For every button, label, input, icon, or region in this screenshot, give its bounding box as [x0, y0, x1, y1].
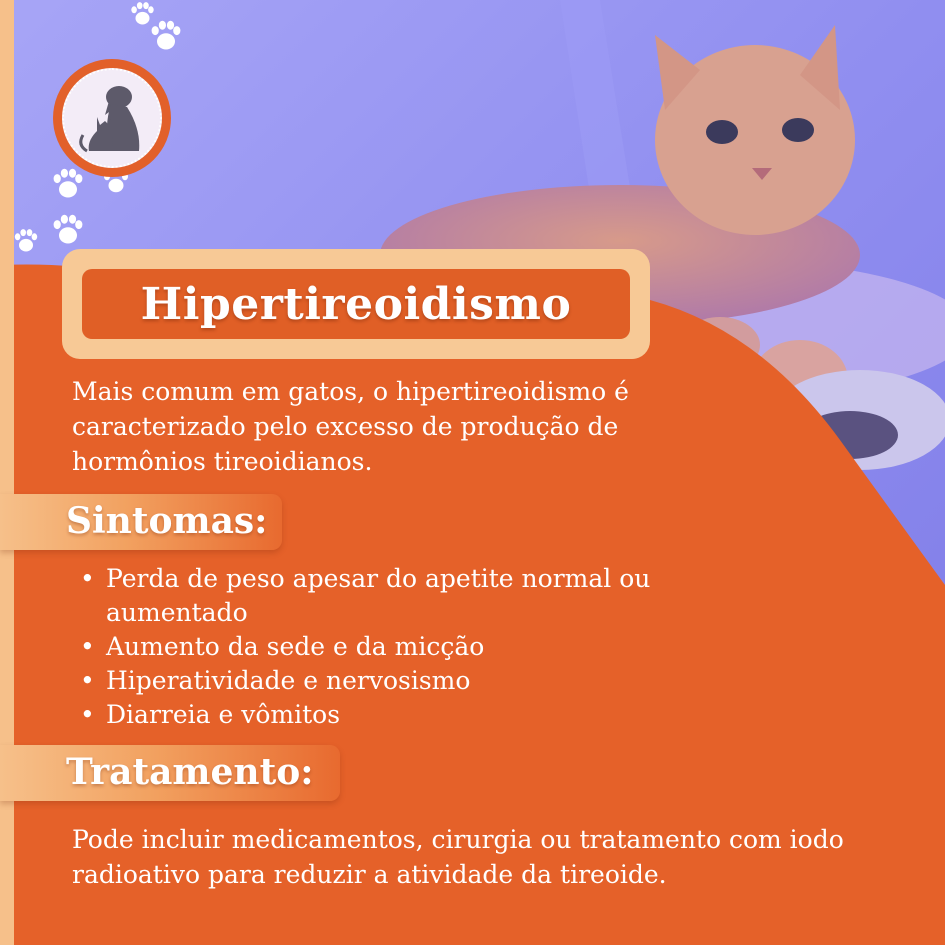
list-item: • Aumento da sede e da micção	[78, 630, 778, 664]
paw-print-icon	[12, 226, 40, 256]
dog-and-cat-silhouette-icon	[53, 59, 171, 177]
intro-paragraph: Mais comum em gatos, o hipertireoidismo é caracterizado pelo excesso de produção de hormônios tireoidianos.	[72, 377, 629, 476]
left-accent-bar	[0, 0, 14, 945]
list-item: • Diarreia e vômitos	[78, 698, 778, 732]
page-title: Hipertireoidismo	[140, 278, 572, 330]
list-item: • Hiperatividade e nervosismo	[78, 664, 778, 698]
paw-print-icon	[50, 212, 86, 248]
paw-print-icon	[148, 18, 184, 54]
list-item: • Perda de peso apesar do apetite normal ou aumentado	[78, 562, 778, 630]
title-banner-inner	[82, 269, 630, 339]
symptoms-list	[78, 562, 778, 732]
treatment-heading-tab	[0, 745, 340, 801]
treatment-heading: Tratamento:	[66, 751, 314, 793]
symptoms-heading-tab	[0, 494, 282, 550]
title-banner	[62, 249, 650, 359]
symptoms-heading: Sintomas:	[66, 500, 268, 542]
logo	[53, 59, 171, 177]
treatment-paragraph: Pode incluir medicamentos, cirurgia ou tratamento com iodo radioativo para reduzir a atividade da tireoide.	[72, 825, 844, 889]
